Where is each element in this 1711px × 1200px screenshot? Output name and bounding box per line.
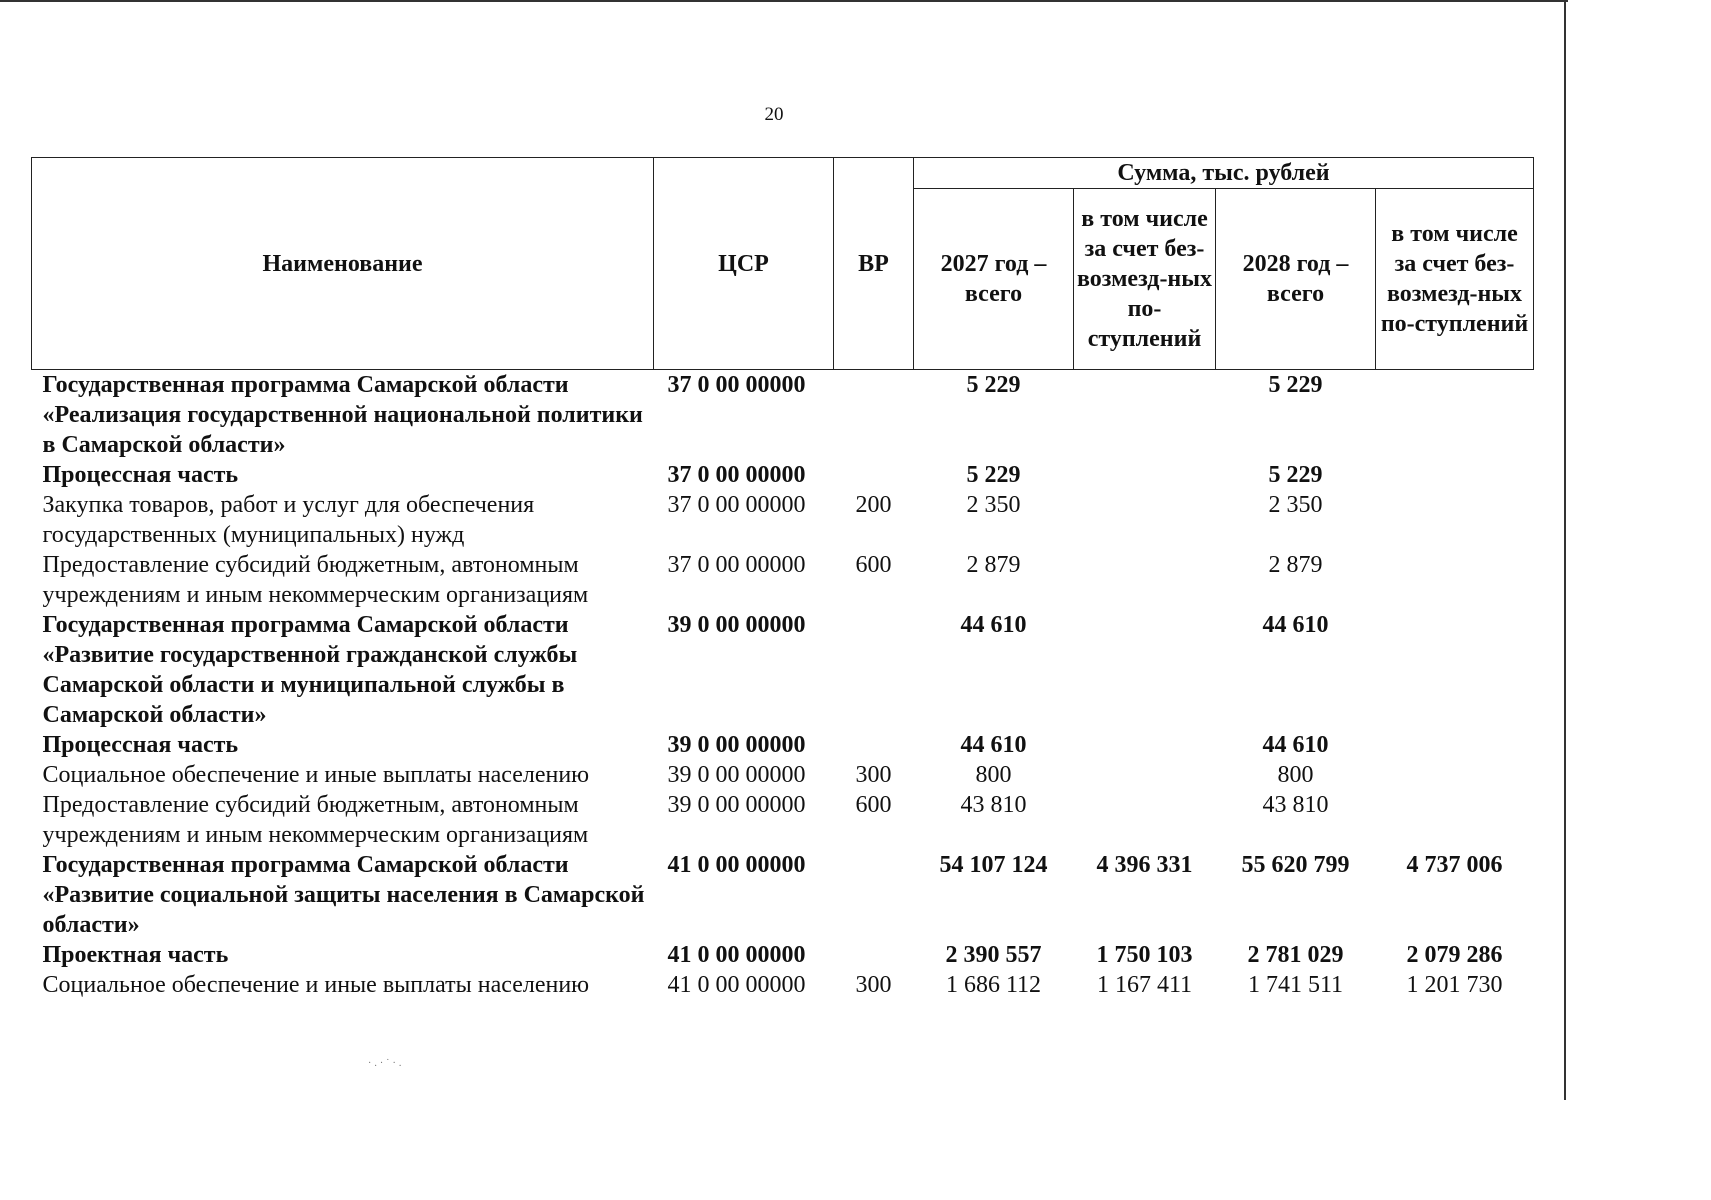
header-2028-total: 2028 год – всего [1216,189,1376,370]
table-header [32,158,1534,370]
header-2027-total: 2027 год – всего [914,189,1074,370]
row-2027-free [1074,460,1216,490]
row-2028-free [1376,790,1534,850]
row-vr [834,940,914,970]
row-2027-total: 54 107 124 [939,852,1048,878]
row-2028-total: 800 [1277,762,1314,788]
row-name: Предоставление субсидий бюджетным, автономным учреждениям и иным некоммерческим организациям [42,552,589,608]
row-csr: 39 0 00 00000 [667,792,806,818]
row-csr: 37 0 00 00000 [667,462,806,488]
table-row [32,730,1534,760]
page-border-top [0,0,1568,2]
table-row [32,490,1534,550]
row-2027-free [1074,550,1216,610]
row-csr: 37 0 00 00000 [667,372,806,398]
row-2028-free [1376,760,1534,790]
row-2027-free: 1 167 411 [1096,972,1193,998]
table-row [32,610,1534,730]
table-body [32,370,1534,1001]
row-2028-free: 2 079 286 [1406,942,1503,968]
row-name: Государственная программа Самарской области «Развитие социальной защиты населения в Самарской области» [42,852,645,938]
row-2028-total: 55 620 799 [1241,852,1350,878]
row-vr [834,610,914,730]
row-csr: 41 0 00 00000 [667,942,806,968]
table-row [32,970,1534,1000]
table-row [32,370,1534,461]
row-name: Предоставление субсидий бюджетным, автономным учреждениям и иным некоммерческим организациям [42,792,589,848]
row-2028-total: 44 610 [1262,612,1329,638]
header-csr: ЦСР [654,158,834,370]
row-2028-total: 43 810 [1262,792,1329,818]
row-2027-total: 2 879 [966,552,1021,578]
row-2028-free [1376,370,1534,461]
row-2027-free: 1 750 103 [1096,942,1193,968]
row-2027-total: 5 229 [966,372,1021,398]
table-row [32,850,1534,940]
row-vr: 300 [855,762,892,788]
row-2027-total: 5 229 [966,462,1021,488]
row-vr [834,460,914,490]
page-border-right [1564,0,1566,1100]
table-row [32,790,1534,850]
row-2028-free: 1 201 730 [1406,972,1503,998]
row-name: Закупка товаров, работ и услуг для обеспечения государственных (муниципальных) нужд [42,492,535,548]
row-2028-total: 2 879 [1268,552,1323,578]
row-name: Социальное обеспечение и иные выплаты населению [42,762,590,788]
table-row [32,940,1534,970]
scan-specks: ·.·˙·. [368,1058,405,1069]
table-row [32,460,1534,490]
row-2027-total: 2 350 [966,492,1021,518]
row-vr: 600 [855,792,892,818]
row-vr: 300 [855,972,892,998]
budget-table [31,157,1534,1000]
row-csr: 37 0 00 00000 [667,492,806,518]
row-2028-free: 4 737 006 [1406,852,1503,878]
header-2028-free: в том числе за счет без-возмезд-ных по-ступлений [1376,189,1534,370]
row-2027-free [1074,790,1216,850]
row-name: Проектная часть [42,942,229,968]
row-csr: 39 0 00 00000 [667,612,806,638]
page-number: 20 [764,104,784,125]
row-2027-total: 800 [975,762,1012,788]
row-2028-total: 1 741 511 [1247,972,1344,998]
row-csr: 39 0 00 00000 [667,732,806,758]
row-2027-total: 44 610 [960,732,1027,758]
row-2027-free [1074,490,1216,550]
header-vr: ВР [834,158,914,370]
row-vr [834,370,914,461]
header-2027-free: в том числе за счет без-возмезд-ных по-ступлений [1074,189,1216,370]
row-2027-free [1074,730,1216,760]
row-2028-total: 2 350 [1268,492,1323,518]
row-2027-free [1074,610,1216,730]
row-2027-free [1074,760,1216,790]
row-2028-total: 44 610 [1262,732,1329,758]
row-name: Процессная часть [42,462,239,488]
row-2027-total: 2 390 557 [945,942,1042,968]
row-2027-total: 44 610 [960,612,1027,638]
header-name: Наименование [32,158,654,370]
row-csr: 37 0 00 00000 [667,552,806,578]
row-2027-total: 43 810 [960,792,1027,818]
row-2027-free [1074,370,1216,461]
row-vr: 600 [855,552,892,578]
row-name: Государственная программа Самарской области «Реализация государственной национальной политики в Самарской области» [42,372,643,458]
table-row [32,760,1534,790]
row-2028-free [1376,550,1534,610]
row-name: Государственная программа Самарской области «Развитие государственной гражданской службы Самарской области и муниципальной службы в Самарской области» [42,612,578,728]
row-vr: 200 [855,492,892,518]
row-2027-free: 4 396 331 [1096,852,1193,878]
row-2027-total: 1 686 112 [945,972,1042,998]
row-2028-free [1376,610,1534,730]
header-sum-group: Сумма, тыс. рублей [914,158,1534,189]
row-name: Процессная часть [42,732,239,758]
row-csr: 41 0 00 00000 [667,852,806,878]
row-2028-free [1376,460,1534,490]
row-2028-total: 5 229 [1268,372,1323,398]
table-row [32,550,1534,610]
row-name: Социальное обеспечение и иные выплаты населению [42,972,590,998]
row-2028-total: 2 781 029 [1247,942,1344,968]
row-vr [834,850,914,940]
row-2028-total: 5 229 [1268,462,1323,488]
row-2028-free [1376,490,1534,550]
row-vr [834,730,914,760]
row-csr: 39 0 00 00000 [667,762,806,788]
row-csr: 41 0 00 00000 [667,972,806,998]
row-2028-free [1376,730,1534,760]
